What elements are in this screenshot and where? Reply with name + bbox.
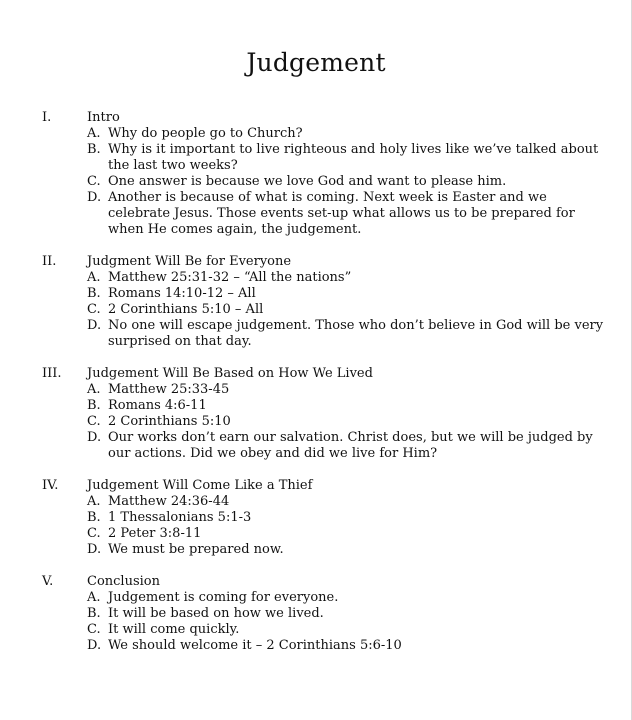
item-text: We should welcome it – 2 Corinthians 5:6-10 (108, 638, 402, 653)
item-letter: D. (87, 190, 102, 205)
item-letter: D. (87, 430, 102, 445)
item-letter: A. (87, 494, 101, 509)
section-heading-row (42, 478, 612, 494)
item-text: One answer is because we love God and want to please him. (108, 174, 507, 189)
item-text: 2 Corinthians 5:10 – All (108, 302, 264, 317)
item-text: 1 Thessalonians 5:1-3 (108, 510, 252, 525)
outline-section (42, 254, 612, 350)
section-numeral: III. (42, 366, 62, 381)
outline-item (87, 302, 612, 318)
outline-section (42, 110, 612, 238)
item-text: Matthew 25:31-32 – “All the nations” (108, 270, 352, 285)
item-text: 2 Corinthians 5:10 (108, 414, 231, 429)
item-letter: D. (87, 318, 102, 333)
item-letter: A. (87, 270, 101, 285)
outline-section (42, 366, 612, 462)
outline-item (87, 190, 612, 238)
item-text: Matthew 24:36-44 (108, 494, 230, 509)
item-text: Another is because of what is coming. Next week is Easter and we celebrate Jesus. Those events set-up what allows us to be prepared for when He comes again, the judgement. (108, 190, 575, 237)
outline-item (87, 382, 612, 398)
item-text: No one will escape judgement. Those who don’t believe in God will be very surprised on that day. (108, 318, 604, 349)
section-numeral: II. (42, 254, 57, 269)
item-text: Matthew 25:33-45 (108, 382, 230, 397)
outline-item (87, 606, 612, 622)
outline-item (87, 174, 612, 190)
outline-item (87, 542, 612, 558)
item-letter: C. (87, 526, 101, 541)
item-letter: B. (87, 606, 101, 621)
section-heading: Judgment Will Be for Everyone (87, 254, 292, 269)
item-letter: C. (87, 174, 101, 189)
outline-item (87, 286, 612, 302)
item-letter: C. (87, 622, 101, 637)
section-numeral: IV. (42, 478, 59, 493)
section-heading: Conclusion (87, 574, 160, 589)
outline-item (87, 622, 612, 638)
outline-item (87, 398, 612, 414)
outline-item (87, 270, 612, 286)
outline-item (87, 638, 612, 654)
item-text: Why is it important to live righteous and holy lives like we’ve talked about the last two weeks? (108, 142, 599, 173)
section-numeral: I. (42, 110, 52, 125)
item-letter: A. (87, 590, 101, 605)
section-heading-row (42, 366, 612, 382)
section-heading-row (42, 110, 612, 126)
item-letter: A. (87, 382, 101, 397)
item-letter: B. (87, 286, 101, 301)
outline-item (87, 494, 612, 510)
item-text: Our works don’t earn our salvation. Christ does, but we will be judged by our actions. Did we obey and did we live for Him? (108, 430, 593, 461)
section-heading-row (42, 254, 612, 270)
item-letter: C. (87, 302, 101, 317)
item-text: Romans 4:6-11 (108, 398, 207, 413)
item-letter: D. (87, 638, 102, 653)
outline-item (87, 430, 612, 462)
outline-item (87, 142, 612, 174)
section-heading: Judgement Will Come Like a Thief (87, 478, 313, 493)
item-letter: C. (87, 414, 101, 429)
item-text: We must be prepared now. (108, 542, 284, 557)
item-letter: B. (87, 510, 101, 525)
outline-item (87, 510, 612, 526)
outline-section (42, 478, 612, 558)
item-letter: A. (87, 126, 101, 141)
outline-item (87, 318, 612, 350)
section-heading: Judgement Will Be Based on How We Lived (87, 366, 373, 381)
sermon-outline (42, 110, 612, 670)
item-text: It will come quickly. (108, 622, 240, 637)
outline-item (87, 526, 612, 542)
section-heading: Intro (87, 110, 120, 125)
item-text: It will be based on how we lived. (108, 606, 324, 621)
section-heading-row (42, 574, 612, 590)
outline-section (42, 574, 612, 654)
item-letter: D. (87, 542, 102, 557)
item-letter: B. (87, 398, 101, 413)
page-title: Judgement (246, 48, 386, 77)
item-text: Why do people go to Church? (108, 126, 303, 141)
item-letter: B. (87, 142, 101, 157)
item-text: 2 Peter 3:8-11 (108, 526, 202, 541)
item-text: Romans 14:10-12 – All (108, 286, 256, 301)
outline-item (87, 414, 612, 430)
outline-item (87, 126, 612, 142)
item-text: Judgement is coming for everyone. (108, 590, 339, 605)
section-numeral: V. (42, 574, 54, 589)
outline-item (87, 590, 612, 606)
